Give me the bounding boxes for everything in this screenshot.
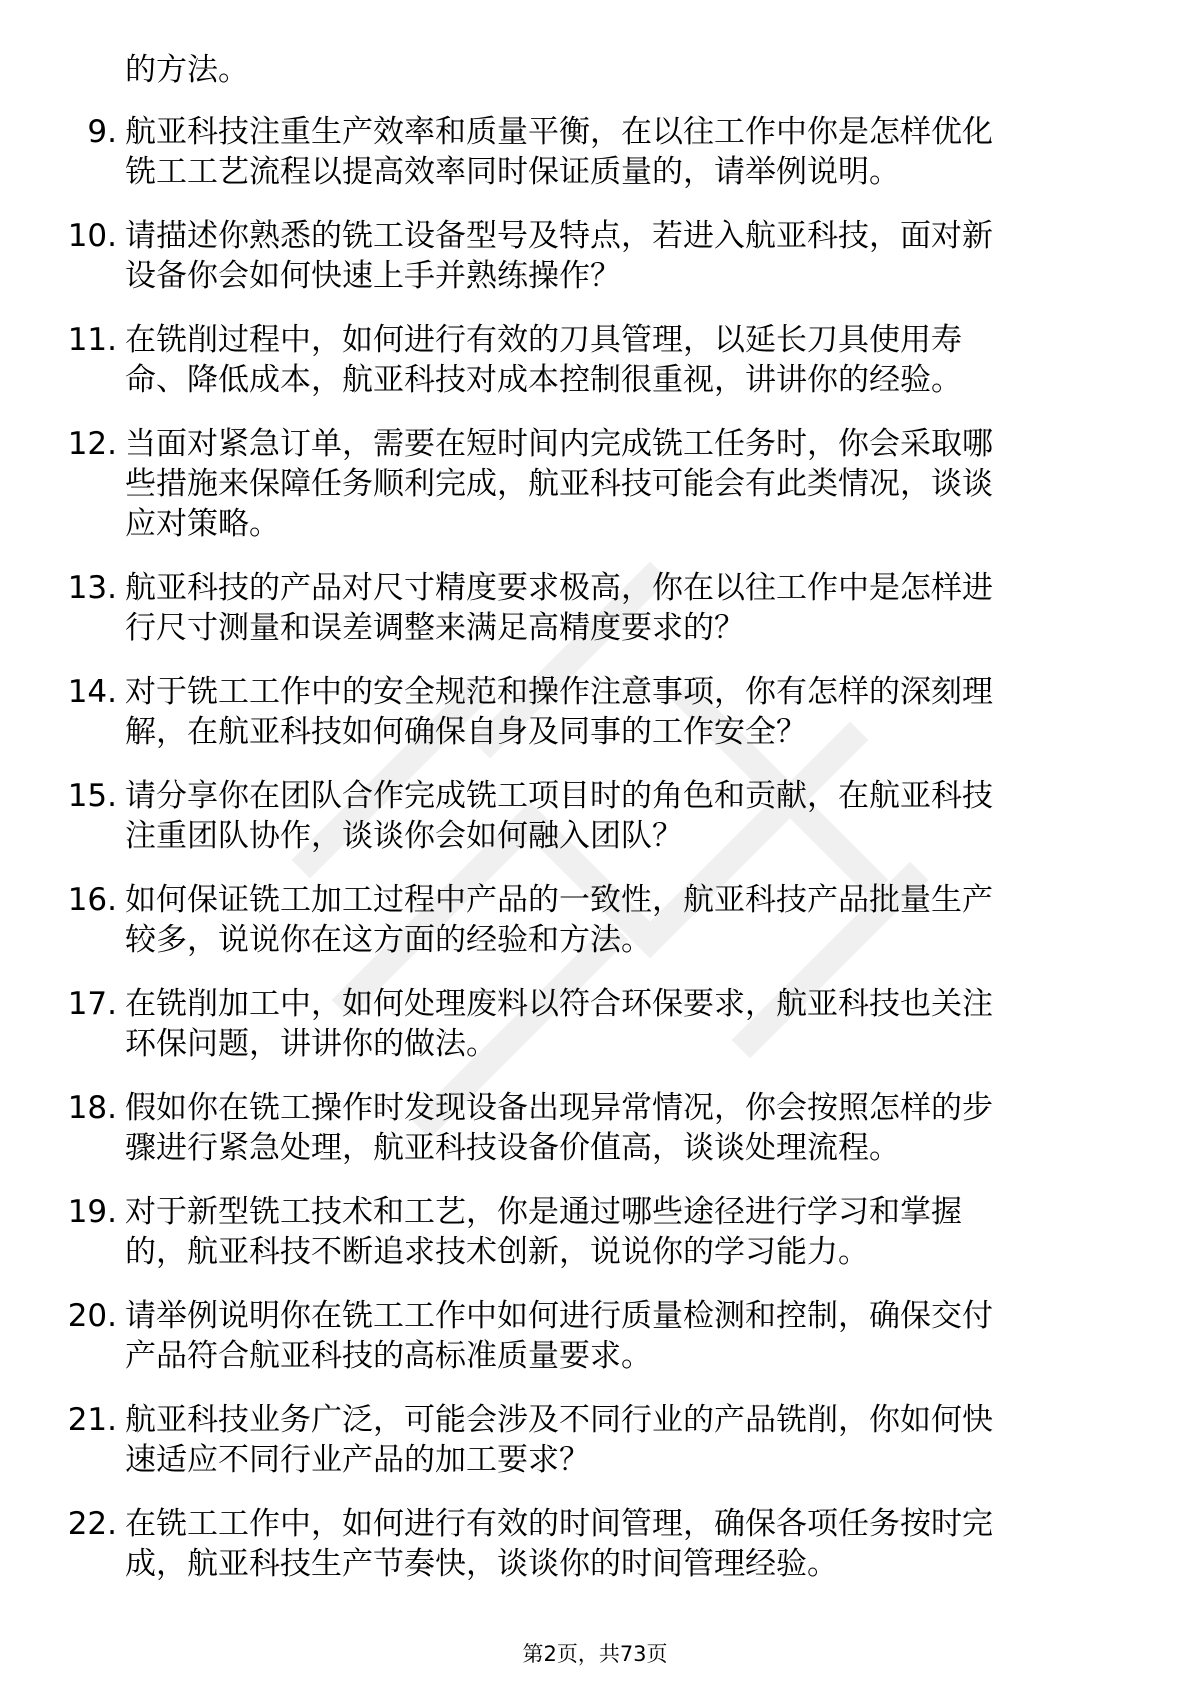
question-number: 13. bbox=[67, 570, 117, 606]
question-line: 行尺寸测量和误差调整来满足高精度要求的？ bbox=[125, 610, 745, 646]
question-text bbox=[125, 776, 1115, 856]
question-line: 设备你会如何快速上手并熟练操作？ bbox=[125, 258, 621, 294]
question-text bbox=[125, 1088, 1115, 1168]
question-number: 17. bbox=[67, 986, 117, 1022]
question-line: 产品符合航亚科技的高标准质量要求。 bbox=[125, 1338, 652, 1374]
question-item bbox=[0, 984, 1190, 1064]
question-number: 11. bbox=[67, 322, 117, 358]
question-line: 请举例说明你在铣工工作中如何进行质量检测和控制，确保交付 bbox=[125, 1298, 993, 1334]
question-list bbox=[0, 112, 1190, 1608]
question-line: 如何保证铣工加工过程中产品的一致性，航亚科技产品批量生产 bbox=[125, 882, 993, 918]
question-number: 16. bbox=[67, 882, 117, 918]
question-item bbox=[0, 216, 1190, 296]
question-line: 在铣削加工中，如何处理废料以符合环保要求，航亚科技也关注 bbox=[125, 986, 993, 1022]
question-number: 12. bbox=[67, 426, 117, 462]
question-line: 应对策略。 bbox=[125, 506, 280, 542]
question-line: 航亚科技的产品对尺寸精度要求极高，你在以往工作中是怎样进 bbox=[125, 570, 993, 606]
question-line: 对于新型铣工技术和工艺，你是通过哪些途径进行学习和掌握 bbox=[125, 1194, 962, 1230]
page-footer: 第2页，共73页 bbox=[522, 1642, 668, 1666]
question-text bbox=[125, 984, 1115, 1064]
question-line: 航亚科技注重生产效率和质量平衡，在以往工作中你是怎样优化 bbox=[125, 114, 993, 150]
question-line: 在铣削过程中，如何进行有效的刀具管理，以延长刀具使用寿 bbox=[125, 322, 962, 358]
question-number: 18. bbox=[67, 1090, 117, 1126]
question-line: 命、降低成本，航亚科技对成本控制很重视，讲讲你的经验。 bbox=[125, 362, 962, 398]
question-item bbox=[0, 112, 1190, 192]
question-line: 航亚科技业务广泛，可能会涉及不同行业的产品铣削，你如何快 bbox=[125, 1402, 993, 1438]
question-number: 9. bbox=[87, 114, 117, 150]
question-item bbox=[0, 880, 1190, 960]
question-line: 请描述你熟悉的铣工设备型号及特点，若进入航亚科技，面对新 bbox=[125, 218, 993, 254]
question-number: 15. bbox=[67, 778, 117, 814]
question-text bbox=[125, 1504, 1115, 1584]
question-number: 10. bbox=[67, 218, 117, 254]
question-line: 的，航亚科技不断追求技术创新，说说你的学习能力。 bbox=[125, 1234, 869, 1270]
question-line: 些措施来保障任务顺利完成，航亚科技可能会有此类情况，谈谈 bbox=[125, 466, 993, 502]
question-line: 假如你在铣工操作时发现设备出现异常情况，你会按照怎样的步 bbox=[125, 1090, 993, 1126]
question-line: 请分享你在团队合作完成铣工项目时的角色和贡献，在航亚科技 bbox=[125, 778, 993, 814]
question-line: 解，在航亚科技如何确保自身及同事的工作安全？ bbox=[125, 714, 807, 750]
question-line: 当面对紧急订单，需要在短时间内完成铣工任务时，你会采取哪 bbox=[125, 426, 993, 462]
question-item bbox=[0, 1504, 1190, 1584]
question-line: 对于铣工工作中的安全规范和操作注意事项，你有怎样的深刻理 bbox=[125, 674, 993, 710]
question-item bbox=[0, 1296, 1190, 1376]
question-item bbox=[0, 1192, 1190, 1272]
question-item bbox=[0, 776, 1190, 856]
question-line: 成，航亚科技生产节奏快，谈谈你的时间管理经验。 bbox=[125, 1546, 838, 1582]
question-item bbox=[0, 320, 1190, 400]
question-text bbox=[125, 320, 1115, 400]
question-text bbox=[125, 1296, 1115, 1376]
question-line: 铣工工艺流程以提高效率同时保证质量的，请举例说明。 bbox=[125, 154, 900, 190]
question-number: 22. bbox=[67, 1506, 117, 1542]
question-item bbox=[0, 672, 1190, 752]
question-item bbox=[0, 1088, 1190, 1168]
question-line: 环保问题，讲讲你的做法。 bbox=[125, 1026, 497, 1062]
question-item bbox=[0, 424, 1190, 544]
question-item bbox=[0, 568, 1190, 648]
question-number: 20. bbox=[67, 1298, 117, 1334]
question-text bbox=[125, 424, 1115, 544]
question-line: 注重团队协作，谈谈你会如何融入团队？ bbox=[125, 818, 683, 854]
question-text bbox=[125, 112, 1115, 192]
question-text bbox=[125, 1192, 1115, 1272]
question-line: 在铣工工作中，如何进行有效的时间管理，确保各项任务按时完 bbox=[125, 1506, 993, 1542]
question-line: 较多，说说你在这方面的经验和方法。 bbox=[125, 922, 652, 958]
question-number: 21. bbox=[67, 1402, 117, 1438]
question-text bbox=[125, 672, 1115, 752]
question-text bbox=[125, 568, 1115, 648]
question-text bbox=[125, 216, 1115, 296]
question-number: 14. bbox=[67, 674, 117, 710]
continuation-text: 的方法。 bbox=[125, 52, 249, 88]
question-text bbox=[125, 1400, 1115, 1480]
question-number: 19. bbox=[67, 1194, 117, 1230]
question-item bbox=[0, 1400, 1190, 1480]
question-line: 速适应不同行业产品的加工要求？ bbox=[125, 1442, 590, 1478]
question-line: 骤进行紧急处理，航亚科技设备价值高，谈谈处理流程。 bbox=[125, 1130, 900, 1166]
question-text bbox=[125, 880, 1115, 960]
